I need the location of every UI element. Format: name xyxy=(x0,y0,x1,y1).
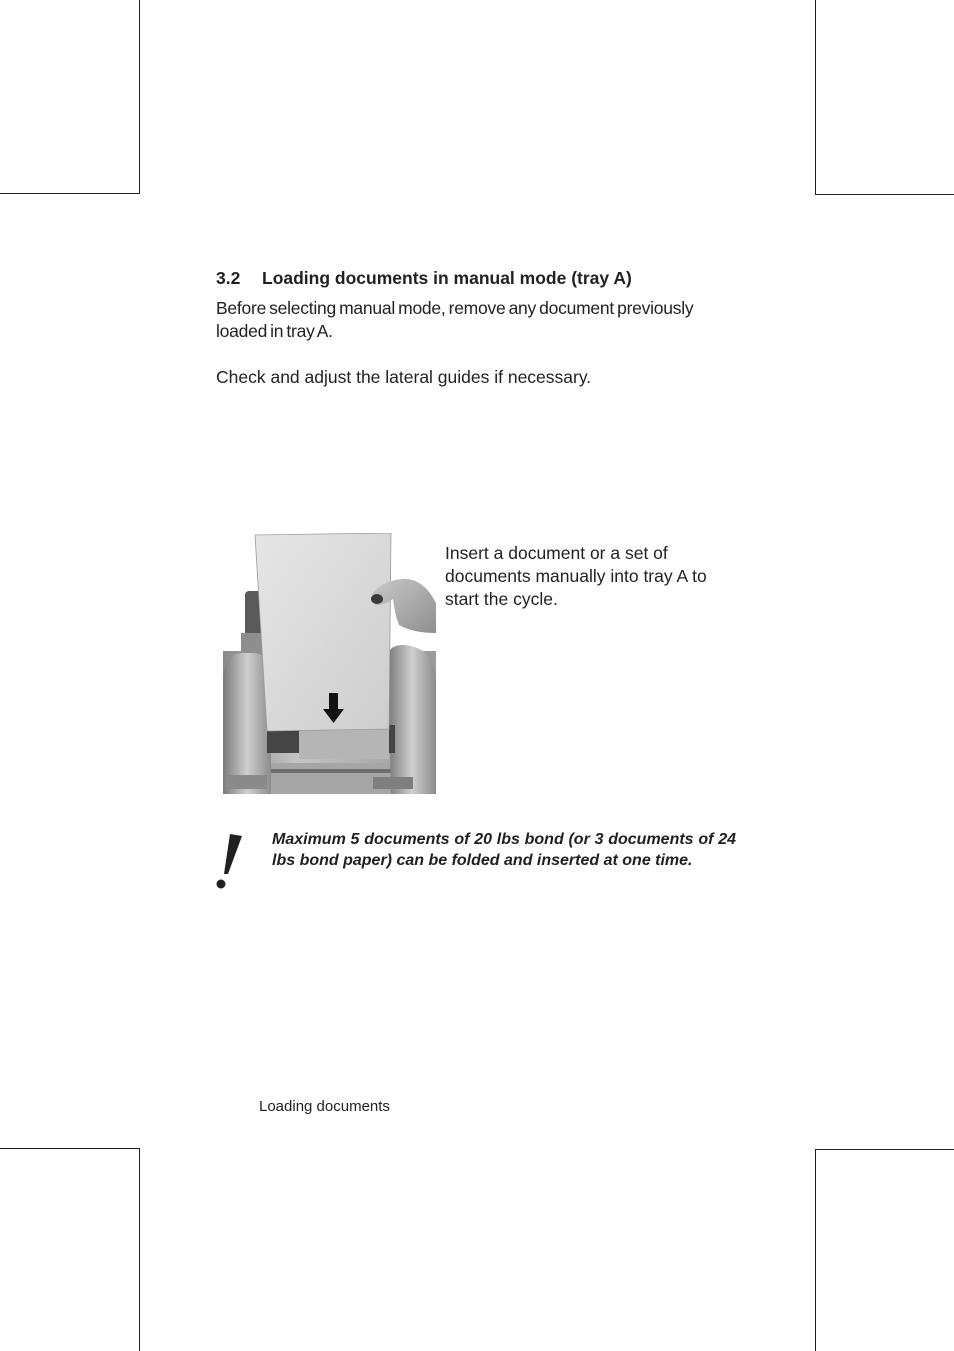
crop-mark-top-left-vertical xyxy=(139,0,140,194)
page-footer: Loading documents xyxy=(259,1098,390,1115)
crop-mark-bottom-right-vertical xyxy=(815,1149,816,1351)
crop-mark-bottom-left-horizontal xyxy=(0,1148,140,1149)
crop-mark-bottom-right-horizontal xyxy=(815,1149,954,1150)
exclamation-icon xyxy=(210,830,246,892)
figure-caption: Insert a document or a set of documents manually into tray A to start the cycle. xyxy=(445,543,707,609)
crop-mark-bottom-left-vertical xyxy=(139,1148,140,1351)
warning-note: Maximum 5 documents of 20 lbs bond (or 3 documents of 24 lbs bond paper) can be folded and inserted at one time. xyxy=(272,831,736,869)
guides-paragraph: Check and adjust the lateral guides if necessary. xyxy=(216,367,592,387)
section-number: 3.2 xyxy=(216,268,241,288)
intro-paragraph: Before selecting manual mode, remove any document previously loaded in tray A. xyxy=(216,298,694,341)
crop-mark-top-left-horizontal xyxy=(0,193,140,194)
section-title: Loading documents in manual mode (tray A) xyxy=(262,268,632,288)
crop-mark-top-right-vertical xyxy=(815,0,816,195)
crop-mark-top-right-horizontal xyxy=(815,194,954,195)
tray-insertion-photo xyxy=(223,533,436,794)
section-heading xyxy=(216,267,736,289)
